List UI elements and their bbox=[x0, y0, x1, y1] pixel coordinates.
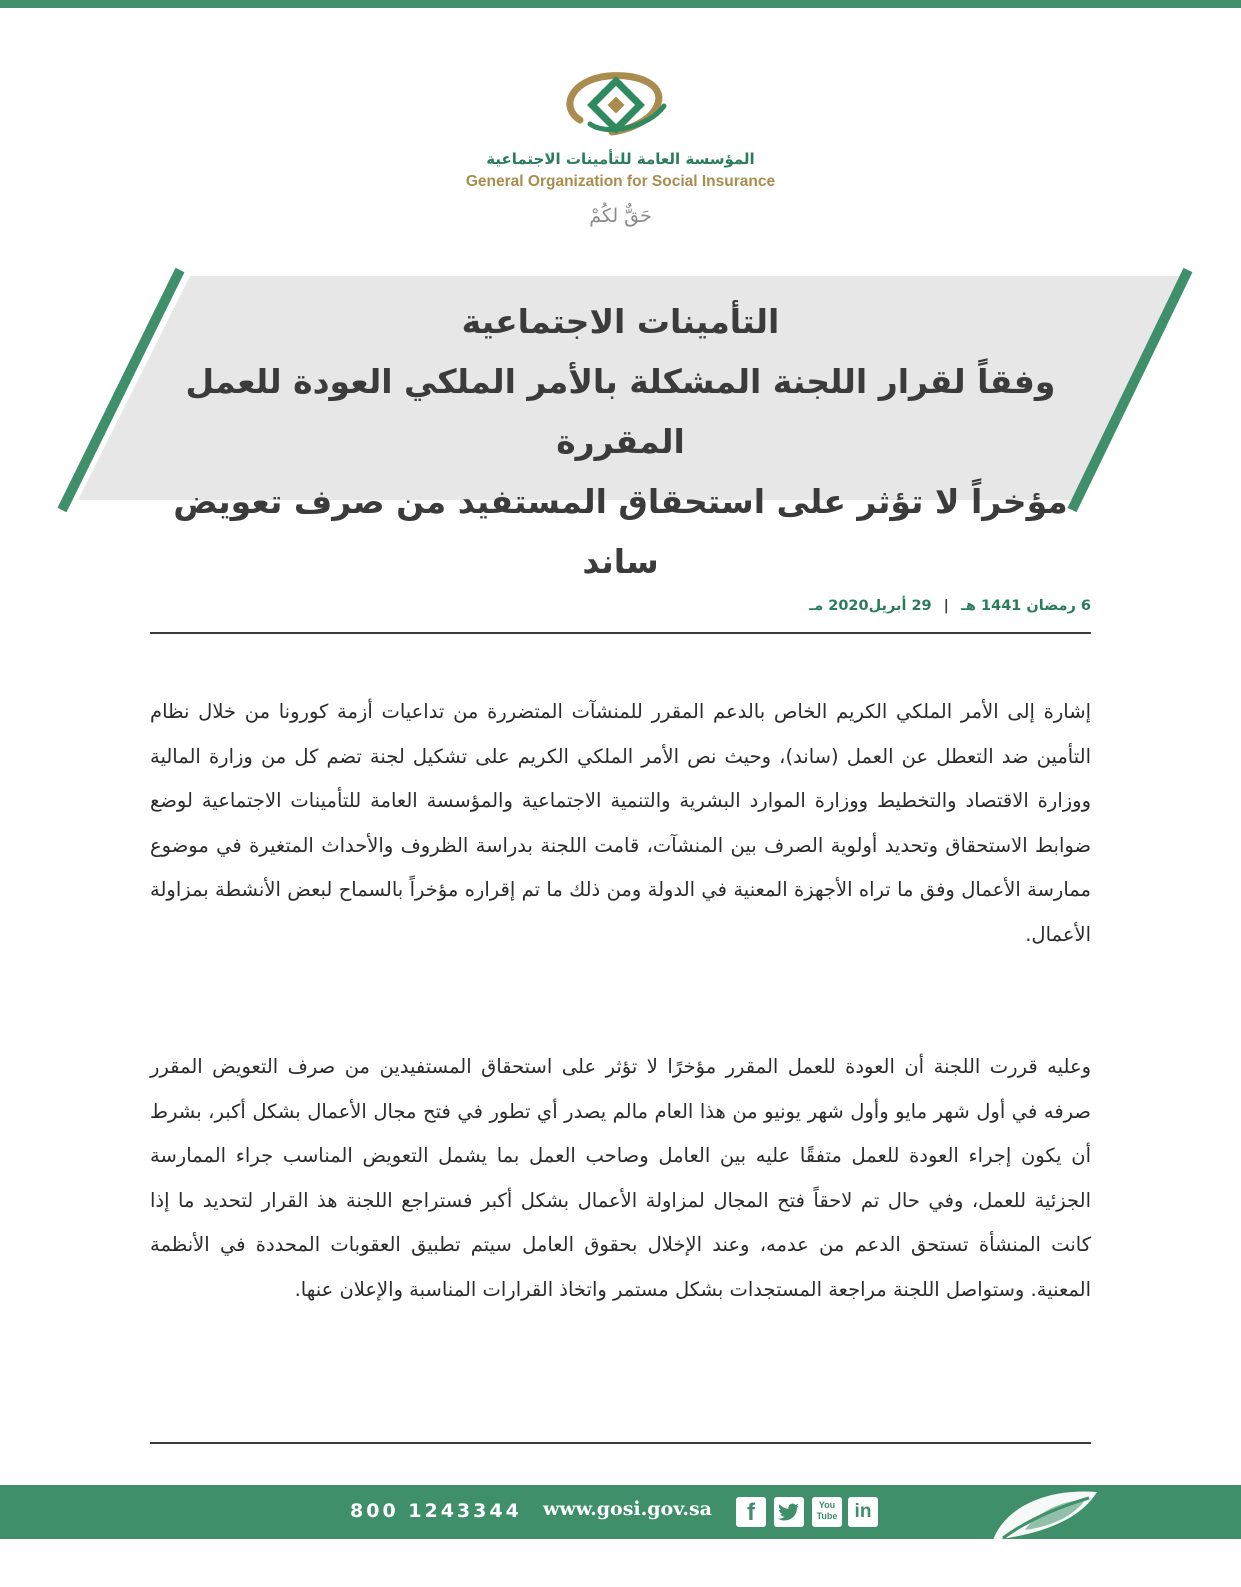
linkedin-glyph: in bbox=[854, 1501, 872, 1522]
facebook-icon[interactable] bbox=[736, 1497, 766, 1527]
date-gregorian: 29 أبريل2020 مـ bbox=[809, 598, 932, 614]
youtube-bottom-text: Tube bbox=[816, 1511, 838, 1521]
gosi-logo-icon bbox=[560, 72, 670, 138]
title-line-3: مؤخراً لا تؤثر على استحقاق المستفيد من صرف تعويض ساند bbox=[173, 482, 1068, 581]
footer-phone[interactable]: 800 1243344 bbox=[350, 1500, 522, 1522]
date-hijri: 6 رمضان 1441 هـ bbox=[960, 598, 1091, 614]
linkedin-icon[interactable] bbox=[848, 1497, 878, 1527]
body-paragraph-2: وعليه قررت اللجنة أن العودة للعمل المقرر مؤخرًا لا تؤثر على استحقاق المستفيدين من صرف التعويض المقرر صرفه في أول شهر مايو وأول شهر يونيو من هذا العام مالم يصدر أي تطور في فتح مجال الأعمال بشكل أكبر، بشرط أن يكون إجراء العودة للعمل متفقًا عليه بين العامل وصاحب العمل بما يشمل التعويض المناسب جراء الممارسة الجزئية للعمل، وفي حال تم لاحقاً فتح المجال لمزاولة الأعمال بشكل أكبر فستراجع اللجنة هذ القرار لتحديد ما إذا كانت المنشأة تستحق الدعم من عدمه، وعند الإخلال بحقوق العامل سيتم تطبيق العقوبات المحددة في الأنظمة المعنية. وستواصل اللجنة مراجعة المستجدات بشكل مستمر واتخاذ القرارات المناسبة والإعلان عنها. bbox=[150, 1055, 1091, 1301]
page-title bbox=[150, 292, 1091, 592]
footer-website-link[interactable]: www.gosi.gov.sa bbox=[543, 1498, 712, 1520]
date-separator: | bbox=[943, 598, 949, 614]
tagline: حَقٌّ لكُمْ bbox=[589, 205, 652, 227]
youtube-top-text: You bbox=[818, 1500, 836, 1510]
org-name-english: General Organization for Social Insurance bbox=[465, 173, 776, 190]
body-paragraph-1: إشارة إلى الأمر الملكي الكريم الخاص بالدعم المقرر للمنشآت المتضررة من تداعيات أزمة كورونا من خلال نظام التأمين ضد التعطل عن العمل (ساند)، وحيث نص الأمر الملكي الكريم على تشكيل لجنة تضم كل من وزارة المالية ووزارة الاقتصاد والتخطيط ووزارة الموارد البشرية والتنمية الاجتماعية والمؤسسة العامة للتأمينات الاجتماعية لوضع ضوابط الاستحقاق وتحديد أولوية الصرف بين المنشآت، قامت اللجنة بدراسة الظروف والأحداث المتغيرة في موضوع ممارسة الأعمال وفق ما تراه الأجهزة المعنية في الدولة ومن ذلك ما تم إقراره مؤخراً بالسماح لبعض الأنشطة بمزاولة الأعمال. bbox=[150, 700, 1091, 946]
date-line bbox=[150, 598, 1091, 614]
org-name-arabic: المؤسسة العامة للتأمينات الاجتماعية bbox=[486, 150, 755, 168]
youtube-icon[interactable] bbox=[812, 1497, 842, 1527]
divider-top bbox=[150, 632, 1091, 634]
facebook-glyph: f bbox=[747, 1499, 755, 1526]
divider-bottom bbox=[150, 1442, 1091, 1444]
title-line-1: التأمينات الاجتماعية bbox=[461, 302, 780, 341]
leaf-decoration-icon bbox=[985, 1478, 1105, 1542]
top-accent-bar bbox=[0, 0, 1241, 8]
title-line-2: وفقاً لقرار اللجنة المشكلة بالأمر الملكي العودة للعمل المقررة bbox=[185, 362, 1056, 461]
twitter-icon[interactable] bbox=[774, 1497, 804, 1527]
twitter-bird-glyph bbox=[774, 1497, 804, 1527]
